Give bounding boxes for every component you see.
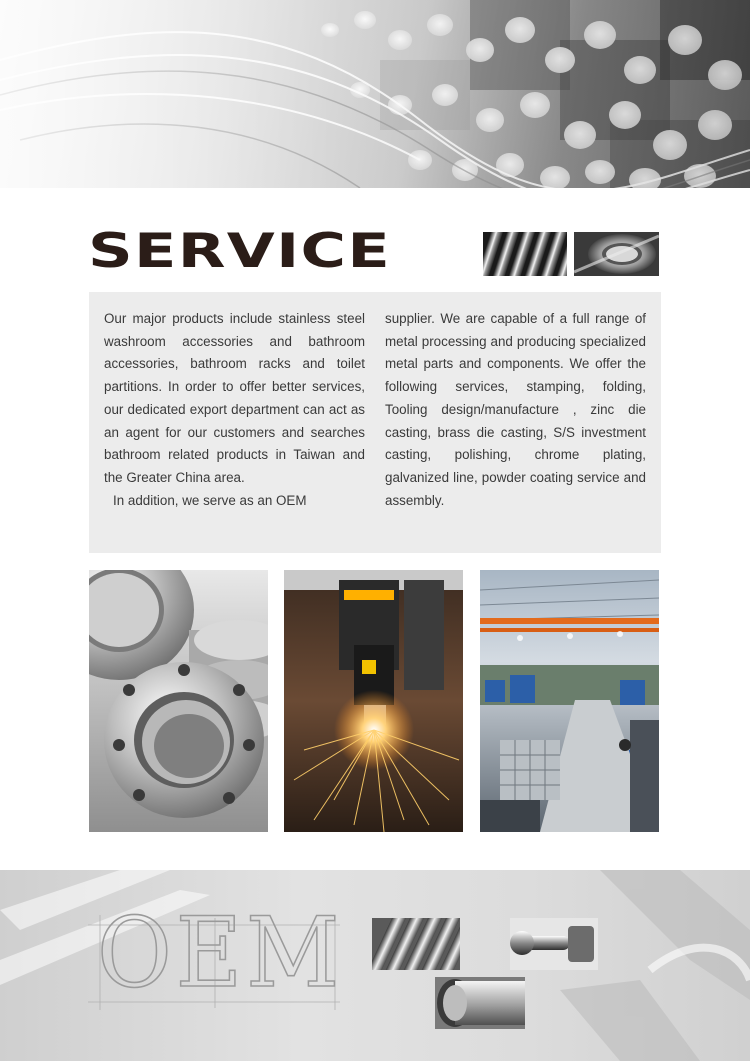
- laser-cutting-photo: [284, 570, 463, 832]
- page-title: SERVICE: [88, 224, 392, 279]
- description-paragraph-1: Our major products include stainless steel washroom accessories and bathroom accessories, bathroom racks and toilet partitions. In order to offer better services, our dedicated export department can act as an agent for our customers and searches bathroom related products in Taiwan and the Greater China area.: [104, 311, 365, 485]
- top-banner-image: [0, 0, 750, 188]
- chrome-hook-thumbnail: [510, 918, 598, 970]
- metal-flanges-photo: [89, 570, 268, 832]
- steel-tubes-thumbnail: [483, 232, 567, 276]
- metal-ring-thumbnail: [574, 232, 659, 276]
- description-paragraph-3: supplier. We are capable of a full range of metal processing and producing specialized metal parts and components. We offer the following services, stamping, folding, Tooling design/manufacture , zinc die casting, brass die casting, S/S investment casting, polishing, chrome plating, galvanized line, powder coating service and assembly.: [385, 311, 646, 508]
- description-column-right: [385, 308, 646, 512]
- description-column-left: [104, 308, 365, 512]
- oem-graphic-label: OEM: [97, 897, 344, 1009]
- factory-floor-photo: [480, 570, 659, 832]
- pipe-fitting-thumbnail: [435, 977, 525, 1029]
- steel-rods-thumbnail: [372, 918, 460, 970]
- description-paragraph-2: In addition, we serve as an OEM: [113, 492, 307, 508]
- service-description-panel: [89, 292, 661, 553]
